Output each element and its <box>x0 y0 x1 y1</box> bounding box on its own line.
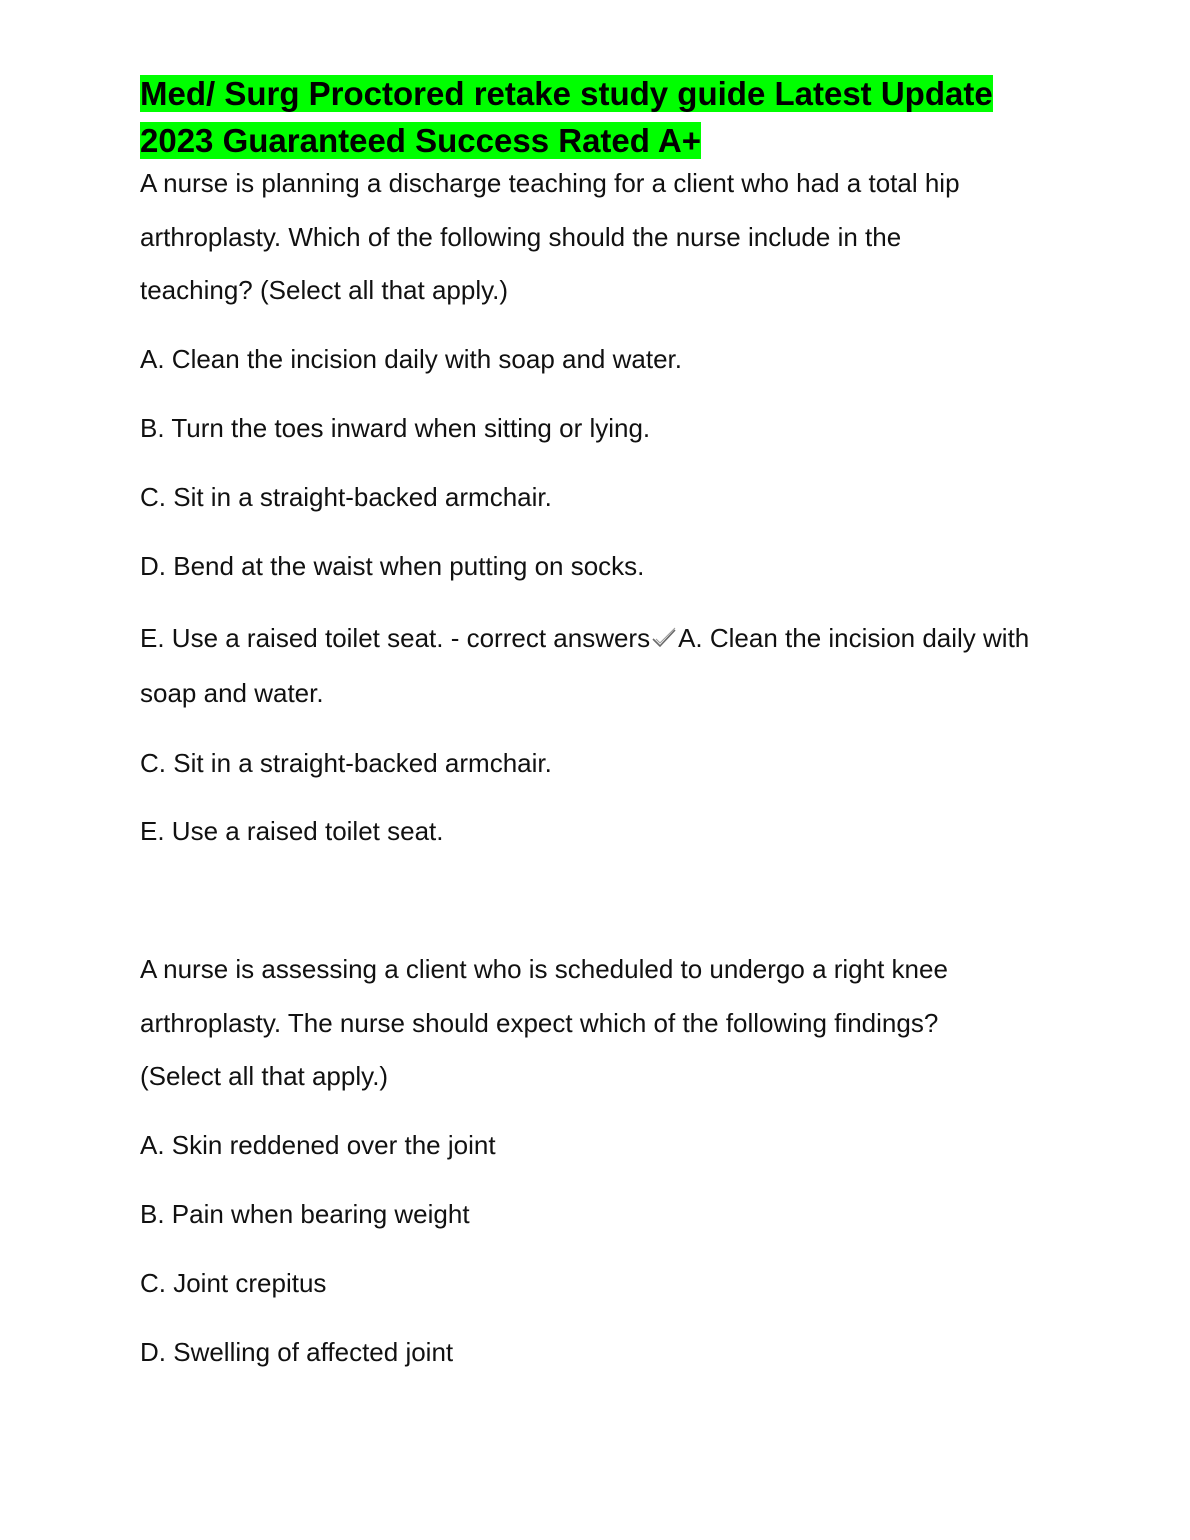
q1-option-a: A. Clean the incision daily with soap and water. <box>140 344 682 374</box>
q1-stem-line-3: teaching? (Select all that apply.) <box>140 275 509 305</box>
title-line-2: 2023 Guaranteed Success Rated A+ <box>140 122 701 159</box>
q1-option-d: D. Bend at the waist when putting on socks. <box>140 551 645 581</box>
document-title <box>140 70 1040 164</box>
q2-option-a: A. Skin reddened over the joint <box>140 1130 496 1160</box>
q1-stem-line-1: A nurse is planning a discharge teaching for a client who had a total hip <box>140 168 960 198</box>
q1-answer-line-3: C. Sit in a straight-backed armchair. <box>140 748 552 778</box>
q1-option-c: C. Sit in a straight-backed armchair. <box>140 482 552 512</box>
q1-option-b: B. Turn the toes inward when sitting or lying. <box>140 413 651 443</box>
checkmark-icon <box>650 626 678 650</box>
q2-option-d: D. Swelling of affected joint <box>140 1337 454 1367</box>
q2-stem-line-2: arthroplasty. The nurse should expect which of the following findings? <box>140 1008 939 1038</box>
q2-option-c: C. Joint crepitus <box>140 1268 327 1298</box>
q1-answer-line-1: A. Clean the incision daily with <box>678 623 1030 653</box>
q2-stem-line-3: (Select all that apply.) <box>140 1061 389 1091</box>
title-line-1: Med/ Surg Proctored retake study guide Latest Update <box>140 75 993 112</box>
q1-answer-line-4: E. Use a raised toilet seat. <box>140 816 444 846</box>
q1-stem-line-2: arthroplasty. Which of the following should the nurse include in the <box>140 222 902 252</box>
q1-option-e: E. Use a raised toilet seat. - correct answers <box>140 623 651 653</box>
q1-option-e-with-answer <box>140 623 1029 653</box>
q2-stem-line-1: A nurse is assessing a client who is scheduled to undergo a right knee <box>140 954 948 984</box>
q1-answer-line-2: soap and water. <box>140 678 324 708</box>
q2-option-b: B. Pain when bearing weight <box>140 1199 470 1229</box>
